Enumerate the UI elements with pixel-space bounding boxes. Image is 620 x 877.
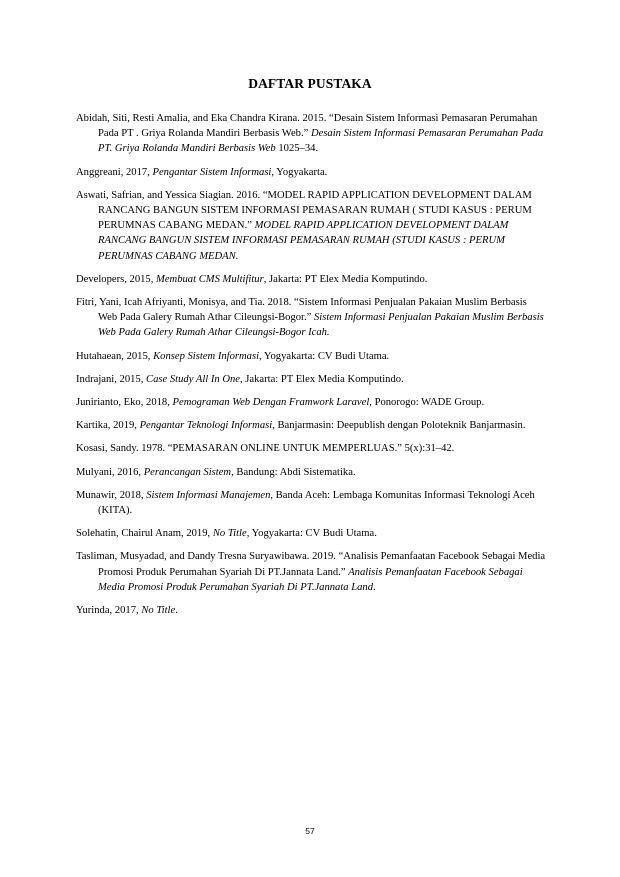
reference-item [76,418,546,433]
reference-item [76,165,546,180]
reference-item [76,603,546,618]
reference-item [76,488,546,518]
reference-suffix: , Yogyakarta. [271,166,328,178]
reference-text: Kartika, 2019, [76,420,140,432]
reference-text: Developers, 2015, [76,273,157,285]
reference-title: MODEL RAPID APPLICATION DEVELOPMENT DALAM RANCANG BANGUN SISTEM INFORMASI PEMASARAN RUMAH (STUDI KASUS : PERUM PERUMNAS CABANG MEDAN. [98,220,509,262]
reference-item [76,111,546,157]
reference-title: Case Study All In One [146,373,240,385]
reference-suffix: , Banda Aceh: Lembaga Komunitas Informasi Teknologi Aceh (KITA). [98,489,535,517]
reference-title: Pemograman Web Dengan Framwork Laravel [172,397,370,409]
reference-title: Konsep Sistem Informasi [153,350,260,362]
reference-suffix: , Ponorogo: WADE Group. [369,397,485,409]
reference-suffix: . [175,605,178,617]
reference-item [76,295,546,341]
reference-suffix: , Banjarmasin: Deepublish dengan Poloteknik Banjarmasin. [272,420,526,432]
reference-text: Yurinda, 2017, [76,605,142,617]
reference-title: Membuat CMS Multifitur [156,273,264,285]
reference-text: Solehatin, Chairul Anam, 2019, [76,528,213,540]
reference-item [76,465,546,480]
reference-text: Hutahaean, 2015, [76,350,154,362]
reference-title: Sistem Informasi Manajemen [146,489,271,501]
reference-title: Sistem Informasi Penjualan Pakaian Muslim Berbasis Web Pada Galery Rumah Athar Cileungsi-Bogor Icah. [98,312,544,339]
reference-suffix: , Jakarta: PT Elex Media Komputindo. [263,273,428,285]
reference-item [76,349,546,364]
reference-title: Pengantar Teknologi Informasi [139,420,273,432]
reference-text: Tasliman, Musyadad, and Dandy Tresna Suryawibawa. 2019. “Analisis Pemanfaatan Facebook Sebagai Media Promosi Produk Perumahan Syariah Di PT.Jannata Land.” [76,551,546,578]
reference-item [76,272,546,287]
page-title: DAFTAR PUSTAKA [248,76,372,91]
reference-suffix: , Yogyakarta: CV Budi Utama. [246,528,377,540]
reference-text: Kosasi, Sandy. 1978. “PEMASARAN ONLINE UNTUK MEMPERLUAS.” 5(x):31–42. [76,443,455,455]
reference-text: Indrajani, 2015, [76,373,147,385]
reference-text: Fitri, Yani, Icah Afriyanti, Monisya, and Tia. 2018. “Sistem Informasi Penjualan Pakaian Muslim Berbasis Web Pada Galery Rumah Athar Cileungsi-Bogor.” [76,297,527,324]
reference-text: Anggreani, 2017, [76,166,153,178]
reference-suffix: . [373,581,376,593]
reference-text: Mulyani, 2016, [76,466,144,478]
reference-suffix: , Jakarta: PT Elex Media Komputindo. [240,373,404,385]
reference-item [76,395,546,410]
reference-text: Munawir, 2018, [76,489,147,501]
reference-suffix: 1025–34. [275,143,319,155]
reference-suffix: , Bandung: Abdi Sistematika. [231,466,356,478]
reference-title: No Title [141,605,176,617]
reference-item [76,188,546,264]
reference-text: Aswati, Safrian, and Yessica Siagian. 2016. “MODEL RAPID APPLICATION DEVELOPMENT DALAM RANCANG BANGUN SISTEM INFORMASI PEMASARAN RUMAH ( STUDI KASUS : PERUM PERUMNAS CABANG MEDAN.” [76,189,532,232]
reference-list [76,111,546,626]
reference-item [76,549,546,595]
reference-item [76,441,546,456]
reference-title: Perancangan Sistem [143,466,232,478]
reference-suffix: , Yogyakarta: CV Budi Utama. [259,350,390,362]
reference-text: Abidah, Siti, Resti Amalia, and Eka Chandra Kirana. 2015. “Desain Sistem Informasi Pemasaran Perumahan Pada PT . Griya Rolanda Mandiri Berbasis Web.” [76,113,538,140]
reference-item [76,372,546,387]
reference-text: Junirianto, Eko, 2018, [76,397,173,409]
reference-title: Desain Sistem Informasi Pemasaran Perumahan Pada PT. Griya Rolanda Mandiri Berbasis Web [98,128,544,155]
reference-title: Pengantar Sistem Informasi [152,166,272,178]
reference-title: Analisis Pemanfaatan Facebook Sebagai Media Promosi Produk Perumahan Syariah Di PT.Jannata Land [98,566,523,593]
reference-title: No Title [212,528,247,540]
reference-item [76,526,546,541]
page-number: 57 [305,826,315,836]
